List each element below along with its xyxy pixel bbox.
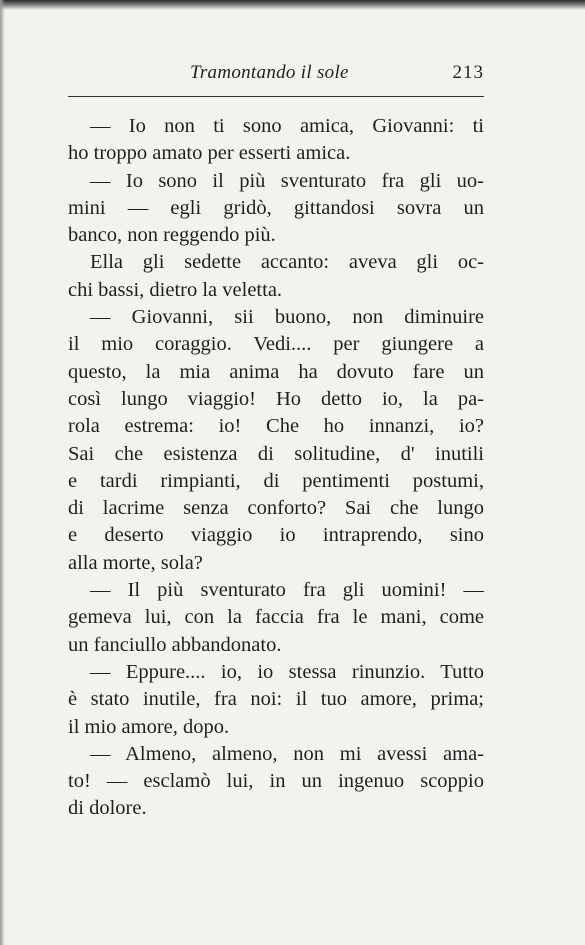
text-line: Sai che esistenza di solitudine, d' inutili (68, 442, 484, 465)
text-line: di lacrime senza conforto? Sai che lungo (68, 497, 484, 520)
body-text (68, 113, 484, 823)
text-line: e tardi rimpianti, di pentimenti postumi, (68, 469, 484, 492)
text-line: — Il più sventurato fra gli uomini! — (90, 579, 484, 602)
page-header (68, 62, 484, 88)
text-line: — Io non ti sono amica, Giovanni: ti (90, 115, 484, 137)
text-line: di dolore. (68, 797, 147, 820)
text-line: Ella gli sedette accanto: aveva gli oc- (90, 251, 484, 274)
text-line: rola estrema: io! Che ho innanzi, io? (68, 415, 484, 438)
text-line: — Almeno, almeno, non mi avessi ama- (90, 742, 484, 765)
text-line: così lungo viaggio! Ho detto io, la pa- (68, 387, 484, 410)
text-line: ho troppo amato per esserti amica. (68, 142, 351, 165)
page-number: 213 (452, 62, 484, 83)
text-line: banco, non reggendo più. (68, 224, 276, 247)
text-line: e deserto viaggio io intraprendo, sino (68, 524, 484, 547)
text-line: il mio amore, dopo. (68, 715, 230, 738)
header-rule (68, 96, 484, 97)
text-line: gemeva lui, con la faccia fra le mani, come (68, 606, 484, 629)
text-line: alla morte, sola? (68, 551, 203, 574)
text-line: — Io sono il più sventurato fra gli uo- (90, 169, 484, 192)
running-title: Tramontando il sole (190, 62, 349, 83)
page-top-edge (0, 0, 585, 10)
text-line: questo, la mia anima ha dovuto fare un (68, 360, 484, 383)
text-line: mini — egli gridò, gittandosi sovra un (68, 196, 484, 219)
text-line: un fanciullo abbandonato. (68, 633, 282, 656)
text-line: è stato inutile, fra noi: il tuo amore, prima; (68, 688, 484, 711)
page-left-edge (0, 0, 5, 945)
text-line: il mio coraggio. Vedi.... per giungere a (68, 333, 484, 356)
text-line: to! — esclamò lui, in un ingenuo scoppio (68, 770, 484, 793)
text-line: chi bassi, dietro la veletta. (68, 278, 283, 301)
text-line: — Eppure.... io, io stessa rinunzio. Tutto (90, 660, 484, 683)
text-line: — Giovanni, sii buono, non diminuire (90, 306, 484, 329)
